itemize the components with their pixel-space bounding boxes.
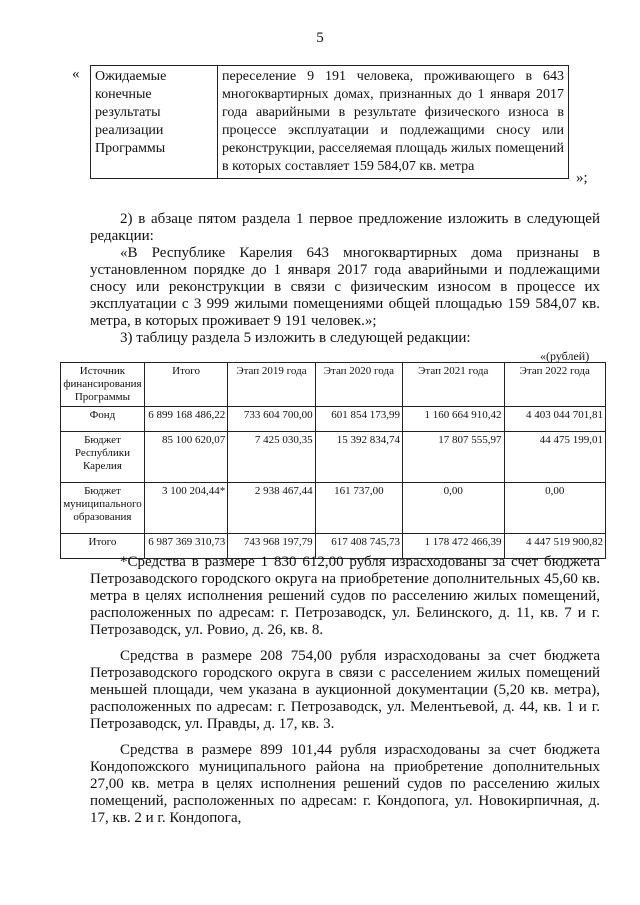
header-2021: Этап 2021 года [403,363,504,407]
table-row [61,483,606,534]
footnote-1: *Средства в размере 1 830 612,00 рубля израсходованы за счет бюджета Петрозаводского городского округа на приобретение дополнительных 45,60 кв. метра в целях исполнения решений судов по расселению жилых помещений, расположенных по адресам: г. Петрозаводск, ул. Белинского, д. 11, кв. 7 и г. Петрозаводск, ул. Ровио, д. 26, кв. 8. [90,554,600,638]
header-2020: Этап 2020 года [315,363,402,407]
table-row [61,407,606,432]
paragraph-amendment-3: 3) таблицу раздела 5 изложить в следующей редакции: [120,330,471,346]
program-results-box [90,65,569,179]
cell-value: 7 425 030,35 [228,432,315,483]
paragraph-amendment-2: 2) в абзаце пятом раздела 1 первое предложение изложить в следующей редакции: [90,211,600,244]
footnote-2: Средства в размере 208 754,00 рубля израсходованы за счет бюджета Петрозаводского городского округа в связи с расселением жилых помещений меньшей площади, чем указана в аукционной документации (5,20 кв. метра), расположенных по адресам: г. Петрозаводск, ул. Мелентьевой, д. 44, кв. 1 и г. Петрозаводск, ул. Правды, д. 17, кв. 3. [90,648,600,732]
cell-value: 0,00 [403,483,504,534]
header-source: Источник финансирования Программы [61,363,145,407]
cell-value: 85 100 620,07 [144,432,227,483]
header-2019: Этап 2019 года [228,363,315,407]
opening-quote: « [72,66,80,82]
cell-value: 601 854 173,99 [315,407,402,432]
box-content: переселение 9 191 человека, проживающего в 643 многоквартирных домах, признанных до 1 января 2017 года аварийными в результате физического износа в процессе эксплуатации и подлежащими сносу или реконструкции, расселяемая площадь жилых помещений в которых составляет 159 584,07 кв. метра [218,66,569,179]
cell-value: 6 987 369 310,73 [144,534,227,559]
cell-value: 617 408 745,73 [315,534,402,559]
cell-value: 733 604 700,00 [228,407,315,432]
row-label: Итого [61,534,145,559]
cell-value: 1 178 472 466,39 [403,534,504,559]
cell-value: 44 475 199,01 [504,432,606,483]
box-label: Ожидаемые конечные результаты реализации Программы [91,66,218,179]
cell-value: 15 392 834,74 [315,432,402,483]
cell-value: 17 807 555,97 [403,432,504,483]
table-header-row [61,363,606,407]
cell-value: 4 447 519 900,82 [504,534,606,559]
cell-value: 1 160 664 910,42 [403,407,504,432]
page-number: 5 [316,30,324,46]
row-label: Бюджет муниципального образования [61,483,145,534]
row-label: Бюджет Республики Карелия [61,432,145,483]
row-label: Фонд [61,407,145,432]
cell-value: 6 899 168 486,22 [144,407,227,432]
footnote-3: Средства в размере 899 101,44 рубля израсходованы за счет бюджета Кондопожского муниципального района на приобретение дополнительных 27,00 кв. метра в целях исполнения решений судов по расселению жилых помещений, расположенных по адресам: г. Кондопога, ул. Новокирпичная, д. 17, кв. 2 и г. Кондопога, [90,742,600,826]
cell-value: 743 968 197,79 [228,534,315,559]
closing-quote: »; [576,170,588,186]
paragraph-quoted-text: «В Республике Карелия 643 многоквартирных дома признаны в установленном порядке до 1 января 2017 года аварийными и подлежащими сносу или реконструкции в связи с физическим износом в процессе их эксплуатации с 3 999 жилыми помещениями общей площадью 159 584,07 кв. метра, в которых проживает 9 191 человек.»; [90,245,600,329]
table-row [61,432,606,483]
cell-value: 3 100 204,44* [144,483,227,534]
financing-table [60,362,606,559]
cell-value: 161 737,00 [315,483,402,534]
cell-value: 4 403 044 701,81 [504,407,606,432]
cell-value: 2 938 467,44 [228,483,315,534]
cell-value: 0,00 [504,483,606,534]
header-2022: Этап 2022 года [504,363,606,407]
units-label: «(рублей) [540,349,590,363]
header-total: Итого [144,363,227,407]
